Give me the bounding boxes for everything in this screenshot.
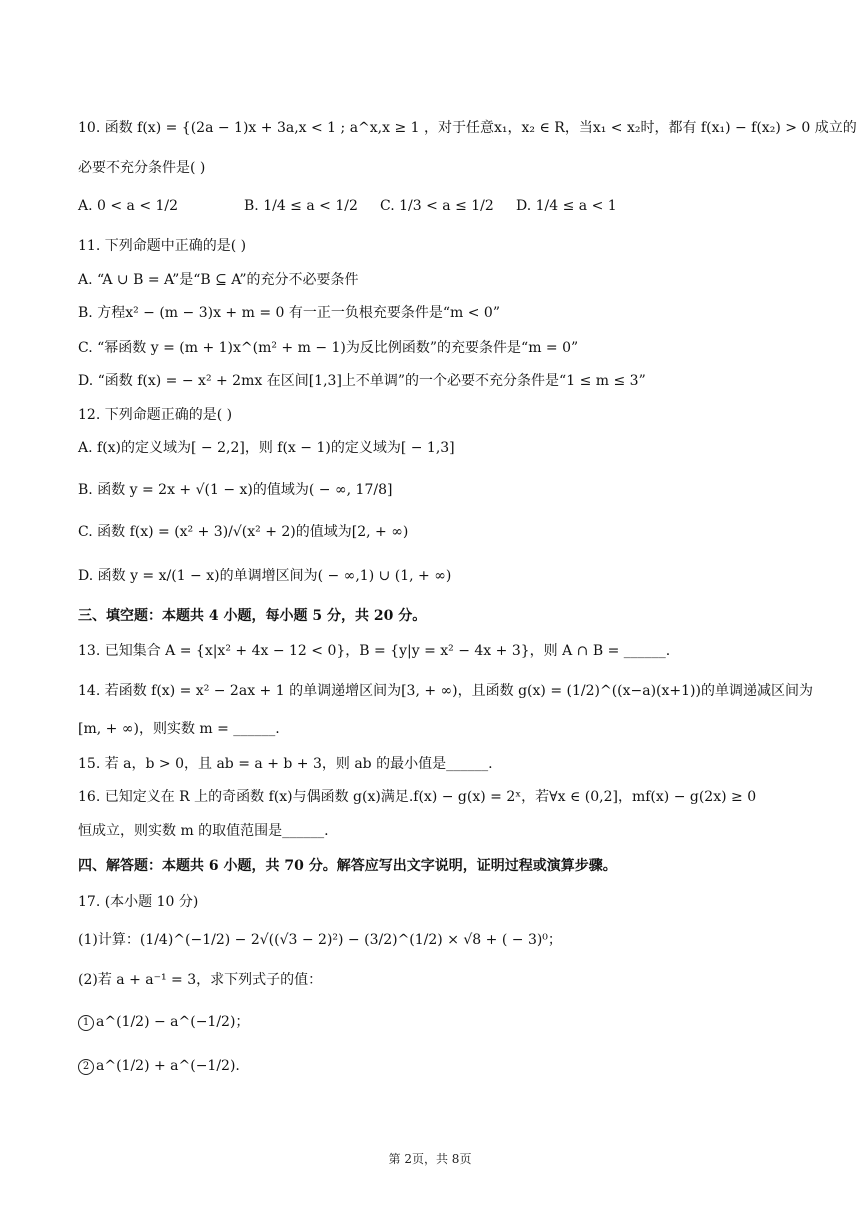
q11-option-a: A. “A ∪ B = A”是“B ⊆ A”的充分不必要条件 [78, 272, 359, 288]
q12-option-a: A. f(x)的定义域为[ − 2,2]，则 f(x − 1)的定义域为[ − 1,3] [78, 440, 455, 456]
q10-line2: 必要不充分条件是( ) [78, 160, 206, 176]
circled-number-2: 2 [78, 1059, 94, 1075]
q12-option-c: C. 函数 f(x) = (x² + 3)/√(x² + 2)的值域为[2, + ∞) [78, 524, 409, 540]
q10-option-a: A. 0 < a < 1/2 [78, 198, 179, 214]
q10-option-d: D. 1/4 ≤ a < 1 [516, 198, 617, 214]
q11-option-c: C. “幂函数 y = (m + 1)x^(m² + m − 1)为反比例函数”的充要条件是“m = 0” [78, 340, 579, 356]
q11-option-d: D. “函数 f(x) = − x² + 2mx 在区间[1,3]上不单调”的一个必要不充分条件是“1 ≤ m ≤ 3” [78, 373, 646, 389]
q10-option-b: B. 1/4 ≤ a < 1/2 [244, 198, 358, 214]
q14-line1: 14. 若函数 f(x) = x² − 2ax + 1 的单调递增区间为[3, + ∞)，且函数 g(x) = (1/2)^((x−a)(x+1))的单调递减区间为 [78, 683, 813, 699]
q14-line2: [m, + ∞)，则实数 m = ______. [78, 721, 280, 737]
q17-stem: 17. (本小题 10 分) [78, 894, 199, 910]
q17-sub1-text: a^(1/2) − a^(−1/2)； [96, 1014, 250, 1030]
q16-line1: 16. 已知定义在 R 上的奇函数 f(x)与偶函数 g(x)满足.f(x) − g(x) = 2ˣ，若∀x ∈ (0,2]，mf(x) − g(2x) ≥ 0 [78, 789, 757, 805]
q12-stem: 12. 下列命题正确的是( ) [78, 407, 233, 423]
q17-part2: (2)若 a + a⁻¹ = 3，求下列式子的值： [78, 972, 323, 988]
q12-option-b: B. 函数 y = 2x + √(1 − x)的值域为( − ∞, 17/8] [78, 482, 393, 498]
q11-option-b: B. 方程x² − (m − 3)x + m = 0 有一正一负根充要条件是“m < 0” [78, 305, 500, 321]
circled-number-1: 1 [78, 1015, 94, 1031]
q17-part1: (1)计算：(1/4)^(−1/2) − 2√((√3 − 2)²) − (3/2)^(1/2) × √8 + ( − 3)⁰； [78, 932, 562, 948]
q17-sub2 [78, 1056, 240, 1076]
q15: 15. 若 a，b > 0，且 ab = a + b + 3，则 ab 的最小值是______. [78, 756, 493, 772]
q16-line2: 恒成立，则实数 m 的取值范围是______. [78, 823, 329, 839]
q12-option-d: D. 函数 y = x/(1 − x)的单调增区间为( − ∞,1) ∪ (1, + ∞) [78, 568, 452, 584]
q17-sub2-text: a^(1/2) + a^(−1/2). [96, 1058, 240, 1074]
section3-heading: 三、填空题：本题共 4 小题，每小题 5 分，共 20 分。 [78, 608, 427, 624]
page-footer: 第 2页，共 8页 [388, 1152, 472, 1166]
q10-option-c: C. 1/3 < a ≤ 1/2 [380, 198, 494, 214]
section4-heading: 四、解答题：本题共 6 小题，共 70 分。解答应写出文字说明，证明过程或演算步骤。 [78, 858, 617, 874]
q17-sub1 [78, 1012, 249, 1032]
q11-stem: 11. 下列命题中正确的是( ) [78, 238, 247, 254]
q13: 13. 已知集合 A = {x|x² + 4x − 12 < 0}，B = {y|y = x² − 4x + 3}，则 A ∩ B = ______. [78, 643, 671, 659]
q10-line1: 10. 函数 f(x) = {(2a − 1)x + 3a,x < 1 ; a^x,x ≥ 1 ，对于任意x₁，x₂ ∈ R，当x₁ < x₂时，都有 f(x₁) − f(x₂) > 0 成立的 [78, 120, 857, 136]
